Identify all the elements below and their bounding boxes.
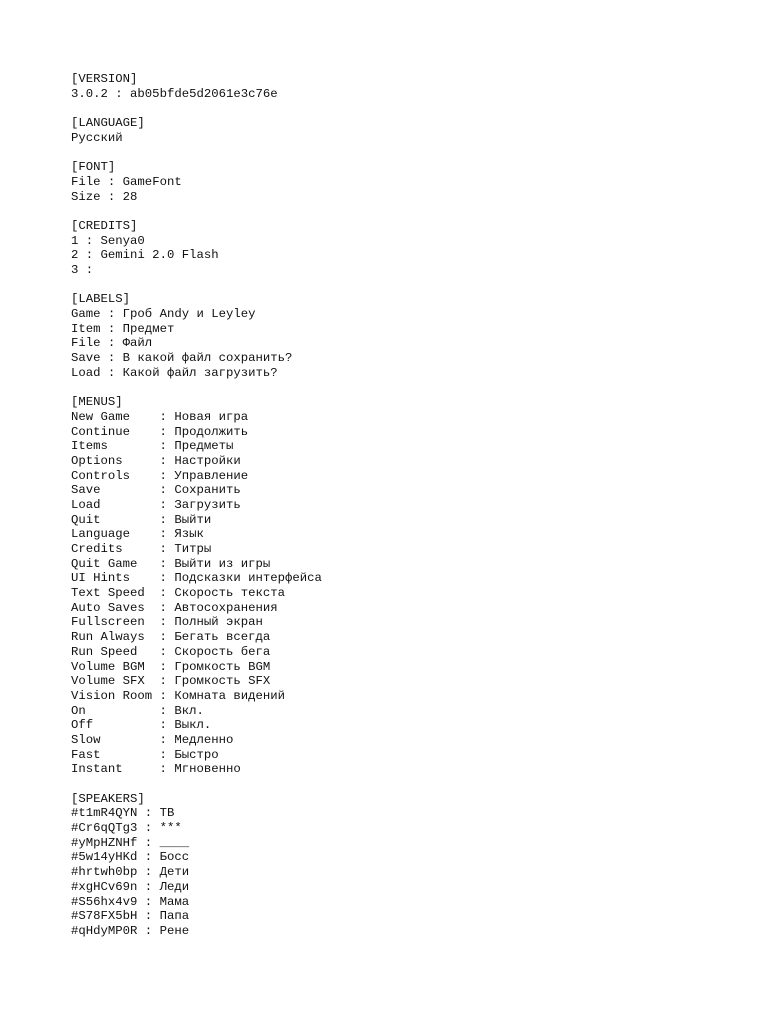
entry-value: Выйти из игры <box>174 556 271 571</box>
entry-separator: : <box>152 571 175 586</box>
entry-separator: : <box>152 468 175 483</box>
entry-value: Мама <box>159 894 190 909</box>
entry-key: Vision Room <box>71 688 153 703</box>
entry-value: Продолжить <box>174 424 249 439</box>
entry-key: Save <box>71 351 101 366</box>
entry-line <box>71 865 322 880</box>
entry-key: Volume BGM <box>71 659 145 674</box>
entry-value: Новая игра <box>174 409 249 424</box>
entry-key: Credits <box>71 542 123 556</box>
entry-line <box>71 674 322 689</box>
entry-key: Save <box>71 483 101 498</box>
section-labels <box>71 292 322 380</box>
entry-line <box>71 410 322 425</box>
entry-line <box>71 557 322 572</box>
entry-separator: : <box>78 262 101 277</box>
section-header: [SPEAKERS] <box>71 791 145 806</box>
entry-key: #Cr6qQTg3 <box>71 821 138 836</box>
entry-value: *** <box>159 821 182 836</box>
entry-value: 28 <box>122 189 138 204</box>
entry-key: Quit Game <box>71 556 138 571</box>
entry-value: Выйти <box>174 512 212 527</box>
entry-key: Load <box>71 497 101 512</box>
section-header: [LANGUAGE] <box>71 116 145 131</box>
entry-separator: : <box>100 321 123 336</box>
entry-value: Скорость текста <box>174 586 286 601</box>
entry-value: Senya0 <box>100 233 145 248</box>
entry-key: New Game <box>71 409 131 424</box>
entry-key: Auto Saves <box>71 600 145 615</box>
entry-line <box>71 821 322 836</box>
entry-key: Items <box>71 439 108 454</box>
entry-separator: : <box>152 718 175 733</box>
entry-line <box>71 909 322 924</box>
entry-key: #5w14yHKd <box>71 850 138 865</box>
entry-separator: : <box>137 865 160 880</box>
entry-key: Game <box>71 307 101 321</box>
entry-separator: : <box>152 630 175 645</box>
entry-separator: : <box>152 497 175 512</box>
entry-separator: : <box>152 556 175 571</box>
entry-key: Quit <box>71 512 101 527</box>
entry-value: Быстро <box>174 747 219 762</box>
entry-line <box>71 351 322 366</box>
entry-line <box>71 439 322 454</box>
entry-separator: : <box>152 409 175 424</box>
entry-line <box>71 454 322 469</box>
entry-value: Босс <box>159 850 190 865</box>
entry-line <box>71 601 322 616</box>
entry-line <box>71 425 322 440</box>
entry-separator: : <box>152 747 175 762</box>
section-menus <box>71 395 322 777</box>
entry-key: #xgHCv69n <box>71 879 138 894</box>
entry-value: Мгновенно <box>174 762 241 777</box>
entry-line <box>71 234 322 249</box>
entry-separator: : <box>100 307 123 321</box>
entry-line <box>71 366 322 381</box>
entry-line <box>71 469 322 484</box>
entry-value: Предметы <box>174 439 234 454</box>
entry-separator: : <box>137 821 160 836</box>
entry-value: Комната видений <box>174 688 286 703</box>
entry-key: 2 <box>71 248 79 263</box>
entry-line <box>71 498 322 513</box>
entry-key: 1 <box>71 233 79 248</box>
entry-key: Options <box>71 453 123 468</box>
entry-value: Медленно <box>174 732 234 747</box>
section-header: [VERSION] <box>71 72 138 86</box>
section-header: [FONT] <box>71 160 116 175</box>
entry-value: Файл <box>122 336 153 351</box>
entry-key: #hrtwh0bp <box>71 865 138 880</box>
entry-line <box>71 175 322 190</box>
entry-key: #qHdyMP0R <box>71 923 138 938</box>
entry-key: Volume SFX <box>71 674 145 689</box>
entry-separator: : <box>152 586 175 601</box>
entry-separator: : <box>137 806 160 821</box>
entry-key: Text Speed <box>71 586 145 601</box>
localization-file-document <box>71 72 322 953</box>
entry-separator: : <box>100 174 123 189</box>
entry-line <box>71 248 322 263</box>
entry-key: UI Hints <box>71 571 131 586</box>
entry-value: Управление <box>174 468 249 483</box>
section-language <box>71 116 322 145</box>
entry-separator: : <box>152 659 175 674</box>
entry-separator: : <box>152 644 175 659</box>
entry-line <box>71 483 322 498</box>
entry-separator: : <box>152 600 175 615</box>
entry-key: #t1mR4QYN <box>71 806 138 821</box>
entry-line <box>71 87 322 102</box>
entry-separator: : <box>152 542 175 556</box>
entry-key: 3.0.2 <box>71 86 108 101</box>
entry-key: Controls <box>71 468 131 483</box>
entry-value: Загрузить <box>174 497 241 512</box>
entry-separator: : <box>152 439 175 454</box>
entry-value: Леди <box>159 879 190 894</box>
entry-text: Русский <box>71 130 123 145</box>
entry-value: Выкл. <box>174 718 212 733</box>
entry-value: В какой файл сохранить? <box>122 351 293 366</box>
entry-value: ТВ <box>159 806 175 821</box>
entry-key: Off <box>71 718 94 733</box>
entry-value: Гроб Andy и Leyley <box>122 307 256 321</box>
entry-key: Instant <box>71 762 123 777</box>
entry-key: #S56hx4v9 <box>71 894 138 909</box>
entry-value: Дети <box>159 865 190 880</box>
entry-line <box>71 586 322 601</box>
entry-separator: : <box>137 923 160 938</box>
entry-separator: : <box>100 351 123 366</box>
entry-separator: : <box>152 674 175 689</box>
section-speakers <box>71 792 322 939</box>
entry-value: Настройки <box>174 453 241 468</box>
entry-separator: : <box>137 909 160 924</box>
entry-line <box>71 630 322 645</box>
entry-value: ____ <box>159 835 190 850</box>
entry-key: #S78FX5bH <box>71 909 138 924</box>
entry-key: Size <box>71 189 101 204</box>
entry-value: Сохранить <box>174 483 241 498</box>
entry-line <box>71 850 322 865</box>
entry-separator: : <box>137 850 160 865</box>
entry-line <box>71 527 322 542</box>
entry-value: Автосохранения <box>174 600 278 615</box>
entry-separator: : <box>152 424 175 439</box>
entry-value: Скорость бега <box>174 644 271 659</box>
entry-value: Полный экран <box>174 615 263 630</box>
entry-separator: : <box>137 835 160 850</box>
entry-value: Подсказки интерфейса <box>174 571 322 586</box>
section-credits <box>71 219 322 278</box>
entry-separator: : <box>152 527 175 542</box>
entry-key: On <box>71 703 86 718</box>
entry-line <box>71 645 322 660</box>
entry-line <box>71 131 322 146</box>
entry-value: GameFont <box>122 174 182 189</box>
entry-value: Папа <box>159 909 190 924</box>
entry-line <box>71 263 322 278</box>
entry-key: Item <box>71 321 101 336</box>
entry-separator: : <box>152 732 175 747</box>
entry-separator: : <box>152 762 175 777</box>
entry-value: Предмет <box>122 321 175 336</box>
entry-value: Рене <box>159 923 190 938</box>
entry-key: Slow <box>71 732 101 747</box>
entry-value: Бегать всегда <box>174 630 271 645</box>
entry-line <box>71 322 322 337</box>
entry-line <box>71 513 322 528</box>
entry-separator: : <box>107 86 131 101</box>
entry-key: Run Always <box>71 630 145 645</box>
entry-key: Continue <box>71 424 131 439</box>
entry-separator: : <box>78 233 101 248</box>
section-font <box>71 160 322 204</box>
entry-separator: : <box>137 879 160 894</box>
entry-separator: : <box>152 483 175 498</box>
section-header: [CREDITS] <box>71 218 138 233</box>
entry-value: Gemini 2.0 Flash <box>100 248 219 263</box>
entry-line <box>71 836 322 851</box>
entry-line <box>71 895 322 910</box>
entry-separator: : <box>100 336 123 351</box>
entry-line <box>71 748 322 763</box>
entry-separator: : <box>137 894 160 909</box>
entry-line <box>71 718 322 733</box>
entry-key: Fullscreen <box>71 615 145 630</box>
entry-line <box>71 307 322 322</box>
entry-separator: : <box>100 365 123 380</box>
entry-key: Fast <box>71 747 101 762</box>
entry-separator: : <box>152 615 175 630</box>
entry-separator: : <box>78 248 101 263</box>
entry-value: Титры <box>174 542 212 556</box>
entry-key: File <box>71 336 101 351</box>
entry-line <box>71 190 322 205</box>
entry-key: Language <box>71 527 131 542</box>
entry-key: 3 <box>71 262 79 277</box>
entry-value: Какой файл загрузить? <box>122 365 278 380</box>
entry-separator: : <box>100 189 123 204</box>
entry-line <box>71 615 322 630</box>
entry-line <box>71 704 322 719</box>
section-version <box>71 72 322 101</box>
entry-value: ab05bfde5d2061e3c76e <box>130 86 278 101</box>
section-header: [LABELS] <box>71 292 131 307</box>
entry-line <box>71 880 322 895</box>
entry-line <box>71 762 322 777</box>
entry-separator: : <box>152 688 175 703</box>
entry-key: Run Speed <box>71 644 138 659</box>
entry-line <box>71 660 322 675</box>
entry-value: Громкость SFX <box>174 674 271 689</box>
entry-line <box>71 806 322 821</box>
entry-separator: : <box>152 703 175 718</box>
entry-line <box>71 689 322 704</box>
entry-separator: : <box>152 453 175 468</box>
entry-key: Load <box>71 365 101 380</box>
entry-line <box>71 336 322 351</box>
entry-line <box>71 571 322 586</box>
entry-line <box>71 733 322 748</box>
entry-line <box>71 924 322 939</box>
entry-separator: : <box>152 512 175 527</box>
entry-value: Громкость BGM <box>174 659 271 674</box>
entry-line <box>71 542 322 557</box>
entry-key: File <box>71 174 101 189</box>
entry-key: #yMpHZNHf <box>71 835 138 850</box>
entry-value: Язык <box>174 527 204 542</box>
section-header: [MENUS] <box>71 395 123 410</box>
entry-value: Вкл. <box>174 703 204 718</box>
